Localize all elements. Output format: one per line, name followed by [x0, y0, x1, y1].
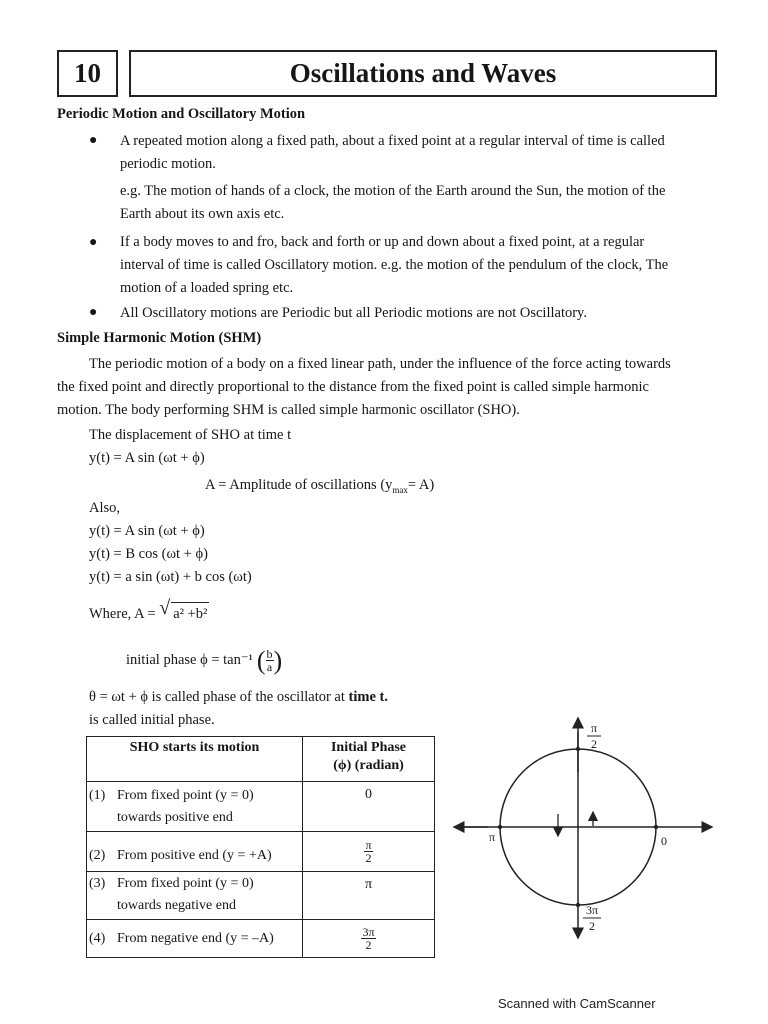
chapter-number: 10: [57, 50, 118, 97]
label-bottom-num: 3π: [585, 903, 599, 917]
table-row: (3) From fixed point (y = 0) towards negative end π: [87, 872, 435, 920]
point-bottom: [576, 903, 580, 907]
label-right: 0: [661, 834, 667, 848]
section-heading-periodic: Periodic Motion and Oscillatory Motion: [57, 106, 306, 122]
point-top: [576, 747, 580, 751]
point-right: [654, 825, 658, 829]
equation-sine: y(t) = A sin (ωt + ϕ): [89, 523, 205, 539]
label-top-num: π: [590, 721, 598, 735]
scanner-watermark: Scanned with CamScanner: [498, 996, 656, 1011]
phase-definition: θ = ωt + ϕ is called phase of the oscillator at time t.: [89, 689, 388, 705]
bullet-oscillatory-definition: If a body moves to and fro, back and forth or up and down about a fixed point, at a regular interval of time is called Oscillatory motion. e.g. the motion of the pendulum of the clock, The motion of a loaded spring etc.: [120, 234, 669, 296]
table-row: (2) From positive end (y = +A) $\frac{\pi}{2}$: [87, 832, 435, 872]
amplitude-formula: Where, A = √ a² +b²: [89, 602, 209, 626]
chapter-title: Oscillations and Waves: [129, 50, 717, 97]
equation-cosine: y(t) = B cos (ωt + ϕ): [89, 546, 208, 562]
table-row: (4) From negative end (y = –A) $\frac{3\pi}{2}$: [87, 920, 435, 958]
table-header-phase: Initial Phase (ϕ) (radian): [303, 737, 435, 782]
amplitude-definition: A = Amplitude of oscillations $(y_{max}= A)$: [205, 477, 435, 495]
initial-phase-formula: initial phase ϕ = tan⁻¹ ( $\frac{b}{a}$ ): [126, 646, 283, 675]
bullet-periodic-vs-oscillatory: All Oscillatory motions are Periodic but all Periodic motions are not Oscillatory.: [120, 305, 587, 321]
bullet-dot: ●: [89, 305, 98, 320]
bullet-dot: ●: [89, 235, 98, 250]
table-row: (1) From fixed point (y = 0) towards positive end 0: [87, 782, 435, 832]
sqrt-expression: √ a² +b²: [171, 602, 209, 626]
label-top-den: 2: [591, 737, 597, 751]
initial-phase-note: is called initial phase.: [89, 712, 215, 728]
section-heading-shm: Simple Harmonic Motion (SHM): [57, 330, 262, 346]
table-header-motion: SHO starts its motion: [87, 737, 303, 782]
equation-displacement: y(t) = A sin (ωt + ϕ): [89, 450, 205, 466]
initial-phase-table: [86, 736, 435, 958]
phase-circle-diagram: [448, 712, 720, 944]
equation-combined: y(t) = a sin (ωt) + b cos (ωt): [89, 569, 252, 585]
label-left: π: [488, 830, 496, 844]
also-label: Also,: [89, 500, 121, 516]
displacement-intro: The displacement of SHO at time t: [89, 427, 292, 443]
point-left: [498, 825, 502, 829]
label-bottom-den: 2: [589, 919, 595, 933]
bullet-dot: ●: [89, 133, 98, 148]
shm-definition-paragraph: The periodic motion of a body on a fixed linear path, under the influence of the force acting towards the fixed point and directly proportional to the distance from the fixed point is called simple harmonic motion. The body performing SHM is called simple harmonic oscillator (SHO).: [57, 356, 671, 418]
bullet-periodic-definition: A repeated motion along a fixed path, about a fixed point at a regular interval of time is called periodic motion. e.g. The motion of hands of a clock, the motion of the Earth around the Sun, the motion of the Earth about its own axis etc.: [120, 133, 666, 222]
